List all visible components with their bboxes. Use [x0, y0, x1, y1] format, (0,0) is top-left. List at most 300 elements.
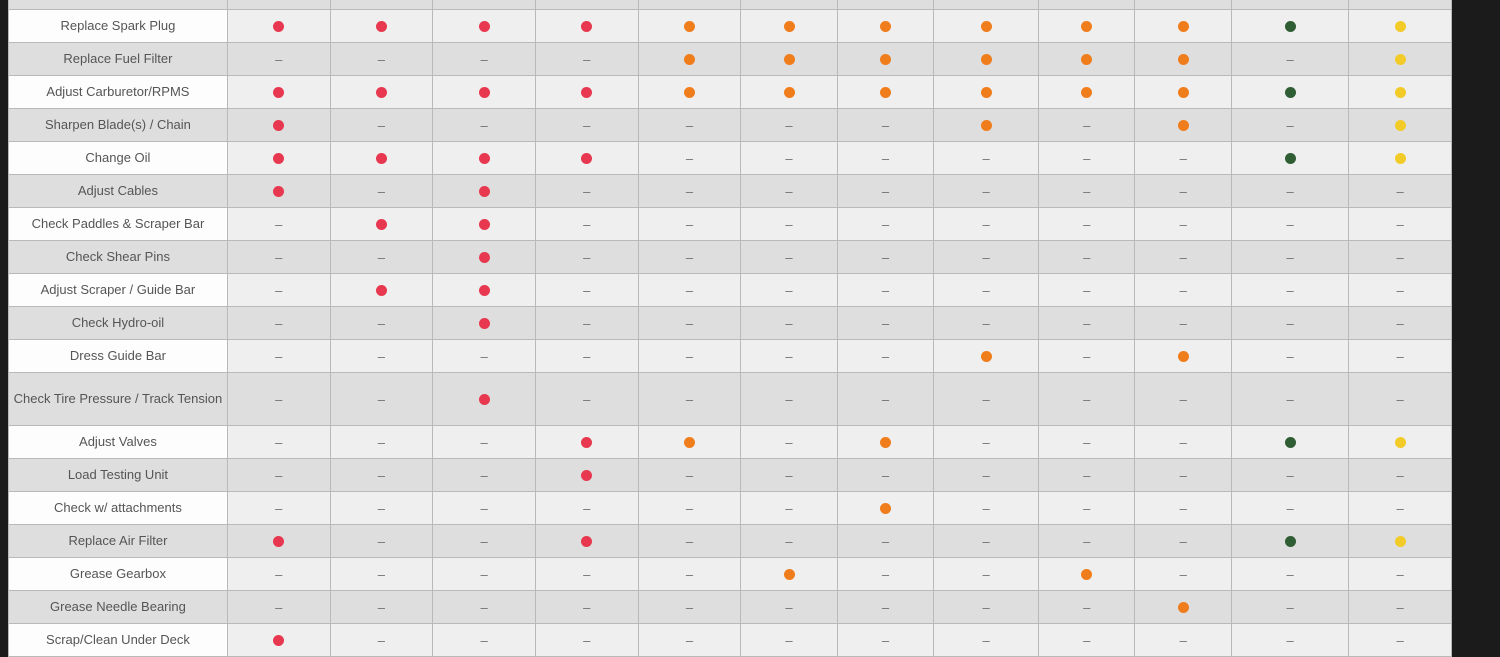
empty-marker: –	[480, 632, 488, 648]
empty-marker: –	[377, 315, 386, 331]
matrix-cell	[433, 43, 536, 76]
matrix-cell	[1135, 307, 1231, 340]
empty-marker: –	[1396, 599, 1404, 615]
table-row	[9, 558, 1452, 591]
orange-dot-icon	[784, 54, 795, 65]
matrix-cell	[330, 624, 433, 657]
table-row	[9, 591, 1452, 624]
matrix-cell	[741, 208, 837, 241]
yellow-dot-icon	[1395, 153, 1406, 164]
empty-marker: –	[1396, 632, 1404, 648]
table-row	[9, 492, 1452, 525]
matrix-cell	[1039, 142, 1135, 175]
matrix-cell	[638, 208, 741, 241]
empty-marker: –	[982, 500, 990, 516]
matrix-cell	[1039, 241, 1135, 274]
matrix-cell	[330, 0, 433, 10]
matrix-cell	[330, 525, 433, 558]
matrix-cell	[330, 373, 433, 426]
red-dot-icon	[479, 21, 490, 32]
empty-marker: –	[1083, 391, 1091, 407]
green-dot-icon	[1285, 87, 1296, 98]
empty-marker: –	[1179, 467, 1187, 483]
matrix-cell	[330, 109, 433, 142]
maintenance-matrix-sheet	[8, 0, 1452, 657]
empty-marker: –	[685, 150, 694, 166]
yellow-dot-icon	[1395, 54, 1406, 65]
matrix-cell	[837, 558, 933, 591]
matrix-cell	[1349, 307, 1452, 340]
table-row	[9, 10, 1452, 43]
matrix-cell	[227, 76, 330, 109]
empty-marker: –	[982, 282, 990, 298]
matrix-cell	[1349, 0, 1452, 10]
matrix-cell	[934, 76, 1039, 109]
matrix-body	[9, 0, 1452, 657]
matrix-cell	[1349, 624, 1452, 657]
orange-dot-icon	[784, 21, 795, 32]
empty-marker: –	[1396, 348, 1404, 364]
matrix-cell	[1231, 459, 1348, 492]
matrix-cell	[638, 307, 741, 340]
matrix-cell	[227, 307, 330, 340]
empty-marker: –	[377, 599, 386, 615]
matrix-cell	[227, 241, 330, 274]
matrix-cell	[227, 591, 330, 624]
empty-marker: –	[881, 150, 890, 166]
empty-marker: –	[377, 117, 386, 133]
matrix-cell	[535, 10, 638, 43]
matrix-cell	[934, 459, 1039, 492]
red-dot-icon	[273, 635, 284, 646]
empty-marker: –	[1083, 632, 1091, 648]
empty-marker: –	[785, 434, 793, 450]
empty-marker: –	[685, 533, 694, 549]
matrix-cell	[1349, 109, 1452, 142]
empty-marker: –	[480, 533, 488, 549]
empty-marker: –	[881, 183, 890, 199]
orange-dot-icon	[1178, 351, 1189, 362]
orange-dot-icon	[880, 437, 891, 448]
empty-marker: –	[480, 434, 488, 450]
matrix-cell	[1135, 76, 1231, 109]
matrix-cell	[330, 274, 433, 307]
empty-marker: –	[1396, 566, 1404, 582]
matrix-cell	[535, 307, 638, 340]
matrix-cell	[934, 426, 1039, 459]
matrix-cell	[837, 591, 933, 624]
empty-marker: –	[982, 391, 990, 407]
task-label-cell: Replace Air Filter	[9, 525, 228, 558]
matrix-cell	[837, 43, 933, 76]
yellow-dot-icon	[1395, 21, 1406, 32]
empty-marker: –	[785, 500, 793, 516]
matrix-cell	[837, 241, 933, 274]
matrix-cell	[535, 426, 638, 459]
matrix-cell	[535, 340, 638, 373]
empty-marker: –	[982, 533, 990, 549]
red-dot-icon	[376, 87, 387, 98]
empty-marker: –	[982, 249, 990, 265]
empty-marker: –	[583, 282, 591, 298]
matrix-cell	[1231, 208, 1348, 241]
empty-marker: –	[1396, 391, 1404, 407]
matrix-cell	[741, 241, 837, 274]
matrix-cell	[934, 558, 1039, 591]
empty-marker: –	[1286, 566, 1294, 582]
matrix-cell	[1039, 208, 1135, 241]
empty-marker: –	[881, 599, 890, 615]
red-dot-icon	[479, 87, 490, 98]
matrix-cell	[1135, 109, 1231, 142]
matrix-cell	[330, 208, 433, 241]
matrix-cell	[1135, 591, 1231, 624]
empty-marker: –	[685, 117, 694, 133]
matrix-cell	[934, 43, 1039, 76]
matrix-cell	[535, 525, 638, 558]
matrix-cell	[837, 373, 933, 426]
task-label-cell: Check Paddles & Scraper Bar	[9, 208, 228, 241]
red-dot-icon	[479, 186, 490, 197]
yellow-dot-icon	[1395, 437, 1406, 448]
matrix-cell	[330, 591, 433, 624]
table-row	[9, 274, 1452, 307]
empty-marker: –	[1396, 249, 1404, 265]
red-dot-icon	[479, 153, 490, 164]
matrix-cell	[535, 208, 638, 241]
empty-marker: –	[685, 632, 694, 648]
table-row	[9, 459, 1452, 492]
matrix-cell	[1135, 241, 1231, 274]
empty-marker: –	[785, 467, 793, 483]
matrix-cell	[741, 76, 837, 109]
matrix-cell	[837, 426, 933, 459]
empty-marker: –	[1083, 150, 1091, 166]
matrix-cell	[1349, 492, 1452, 525]
empty-marker: –	[1179, 315, 1187, 331]
matrix-cell	[433, 340, 536, 373]
matrix-cell	[1349, 373, 1452, 426]
matrix-cell	[934, 591, 1039, 624]
table-row	[9, 175, 1452, 208]
orange-dot-icon	[1178, 602, 1189, 613]
table-row	[9, 0, 1452, 10]
matrix-cell	[1349, 241, 1452, 274]
matrix-cell	[1135, 208, 1231, 241]
matrix-cell	[1039, 492, 1135, 525]
matrix-cell	[227, 10, 330, 43]
matrix-cell	[1349, 525, 1452, 558]
matrix-cell	[741, 591, 837, 624]
empty-marker: –	[1083, 183, 1091, 199]
empty-marker: –	[480, 51, 488, 67]
empty-marker: –	[275, 348, 283, 364]
orange-dot-icon	[981, 351, 992, 362]
empty-marker: –	[275, 249, 283, 265]
empty-marker: –	[1179, 434, 1187, 450]
matrix-cell	[638, 43, 741, 76]
task-label-cell: Check Hydro-oil	[9, 307, 228, 340]
matrix-cell	[638, 10, 741, 43]
empty-marker: –	[480, 566, 488, 582]
matrix-cell	[227, 0, 330, 10]
empty-marker: –	[1179, 500, 1187, 516]
empty-marker: –	[583, 315, 591, 331]
red-dot-icon	[273, 186, 284, 197]
empty-marker: –	[275, 216, 283, 232]
matrix-cell	[330, 459, 433, 492]
empty-marker: –	[685, 599, 694, 615]
orange-dot-icon	[1178, 87, 1189, 98]
matrix-cell	[535, 241, 638, 274]
empty-marker: –	[982, 566, 990, 582]
matrix-cell	[330, 10, 433, 43]
empty-marker: –	[275, 467, 283, 483]
empty-marker: –	[377, 632, 386, 648]
empty-marker: –	[583, 500, 591, 516]
matrix-cell	[741, 340, 837, 373]
empty-marker: –	[1179, 150, 1187, 166]
empty-marker: –	[1286, 51, 1294, 67]
task-label-cell: Check Shear Pins	[9, 241, 228, 274]
matrix-cell	[1135, 373, 1231, 426]
table-row	[9, 624, 1452, 657]
matrix-cell	[1231, 525, 1348, 558]
empty-marker: –	[583, 51, 591, 67]
empty-marker: –	[583, 391, 591, 407]
table-row	[9, 208, 1452, 241]
matrix-cell	[1231, 0, 1348, 10]
empty-marker: –	[1286, 391, 1294, 407]
empty-marker: –	[583, 599, 591, 615]
empty-marker: –	[982, 183, 990, 199]
orange-dot-icon	[1081, 21, 1092, 32]
matrix-cell	[934, 373, 1039, 426]
empty-marker: –	[377, 51, 386, 67]
matrix-cell	[1349, 558, 1452, 591]
matrix-cell	[227, 525, 330, 558]
empty-marker: –	[377, 391, 386, 407]
orange-dot-icon	[784, 87, 795, 98]
empty-marker: –	[275, 500, 283, 516]
matrix-cell	[638, 558, 741, 591]
matrix-cell	[433, 142, 536, 175]
matrix-cell	[1039, 109, 1135, 142]
matrix-cell	[638, 109, 741, 142]
matrix-cell	[330, 142, 433, 175]
matrix-cell	[433, 624, 536, 657]
yellow-dot-icon	[1395, 87, 1406, 98]
matrix-cell	[934, 492, 1039, 525]
matrix-cell	[1135, 0, 1231, 10]
matrix-cell	[741, 43, 837, 76]
matrix-cell	[535, 373, 638, 426]
empty-marker: –	[881, 533, 890, 549]
matrix-cell	[1039, 459, 1135, 492]
empty-marker: –	[685, 391, 694, 407]
orange-dot-icon	[981, 120, 992, 131]
matrix-cell	[1039, 10, 1135, 43]
matrix-cell	[934, 525, 1039, 558]
matrix-cell	[1349, 208, 1452, 241]
orange-dot-icon	[981, 87, 992, 98]
matrix-cell	[741, 109, 837, 142]
matrix-cell	[837, 10, 933, 43]
empty-marker: –	[881, 566, 890, 582]
matrix-cell	[837, 175, 933, 208]
empty-marker: –	[982, 632, 990, 648]
empty-marker: –	[881, 632, 890, 648]
empty-marker: –	[275, 434, 283, 450]
matrix-cell	[1231, 373, 1348, 426]
empty-marker: –	[1083, 282, 1091, 298]
table-row	[9, 525, 1452, 558]
matrix-cell	[535, 459, 638, 492]
task-label-cell: Dress Guide Bar	[9, 340, 228, 373]
empty-marker: –	[583, 348, 591, 364]
empty-marker: –	[685, 282, 694, 298]
matrix-cell	[433, 307, 536, 340]
matrix-cell	[638, 274, 741, 307]
task-label-cell: Replace Spark Plug	[9, 10, 228, 43]
empty-marker: –	[1286, 249, 1294, 265]
empty-marker: –	[1286, 282, 1294, 298]
empty-marker: –	[1179, 216, 1187, 232]
yellow-dot-icon	[1395, 536, 1406, 547]
matrix-cell	[934, 175, 1039, 208]
matrix-cell	[535, 274, 638, 307]
red-dot-icon	[581, 536, 592, 547]
orange-dot-icon	[684, 21, 695, 32]
matrix-cell	[433, 175, 536, 208]
matrix-cell	[227, 208, 330, 241]
task-label-cell: Change Oil	[9, 142, 228, 175]
empty-marker: –	[1083, 216, 1091, 232]
orange-dot-icon	[981, 21, 992, 32]
empty-marker: –	[1083, 249, 1091, 265]
red-dot-icon	[479, 394, 490, 405]
empty-marker: –	[982, 150, 990, 166]
matrix-cell	[741, 426, 837, 459]
matrix-cell	[1231, 10, 1348, 43]
empty-marker: –	[583, 117, 591, 133]
task-label-cell: Sharpen Blade(s) / Chain	[9, 109, 228, 142]
matrix-cell	[837, 624, 933, 657]
matrix-cell	[638, 624, 741, 657]
table-row	[9, 340, 1452, 373]
matrix-cell	[638, 76, 741, 109]
empty-marker: –	[881, 315, 890, 331]
matrix-cell	[1039, 426, 1135, 459]
red-dot-icon	[479, 219, 490, 230]
orange-dot-icon	[1081, 569, 1092, 580]
empty-marker: –	[785, 391, 793, 407]
matrix-cell	[535, 175, 638, 208]
matrix-cell	[837, 109, 933, 142]
matrix-cell	[1135, 525, 1231, 558]
table-row	[9, 307, 1452, 340]
matrix-cell	[330, 558, 433, 591]
task-label-cell: Grease Needle Bearing	[9, 591, 228, 624]
matrix-cell	[1349, 76, 1452, 109]
matrix-cell	[934, 142, 1039, 175]
matrix-cell	[1039, 43, 1135, 76]
matrix-cell	[638, 373, 741, 426]
empty-marker: –	[881, 117, 890, 133]
matrix-cell	[1039, 340, 1135, 373]
empty-marker: –	[583, 249, 591, 265]
matrix-cell	[535, 142, 638, 175]
empty-marker: –	[377, 566, 386, 582]
orange-dot-icon	[880, 503, 891, 514]
matrix-cell	[1231, 43, 1348, 76]
matrix-cell	[934, 307, 1039, 340]
matrix-cell	[1349, 175, 1452, 208]
matrix-cell	[535, 76, 638, 109]
matrix-cell	[934, 624, 1039, 657]
matrix-cell	[934, 109, 1039, 142]
empty-marker: –	[275, 391, 283, 407]
matrix-cell	[433, 558, 536, 591]
task-label-cell: Adjust Scraper / Guide Bar	[9, 274, 228, 307]
matrix-cell	[330, 43, 433, 76]
matrix-cell	[1039, 175, 1135, 208]
green-dot-icon	[1285, 536, 1296, 547]
red-dot-icon	[273, 21, 284, 32]
matrix-cell	[535, 109, 638, 142]
task-label-cell: Check Tire Pressure / Track Tension	[9, 373, 228, 426]
empty-marker: –	[1083, 533, 1091, 549]
red-dot-icon	[581, 21, 592, 32]
empty-marker: –	[785, 117, 793, 133]
orange-dot-icon	[784, 569, 795, 580]
empty-marker: –	[685, 183, 694, 199]
empty-marker: –	[685, 216, 694, 232]
matrix-cell	[638, 459, 741, 492]
empty-marker: –	[1396, 282, 1404, 298]
red-dot-icon	[581, 437, 592, 448]
empty-marker: –	[377, 183, 386, 199]
matrix-cell	[741, 459, 837, 492]
task-label-cell: Replace Fuel Filter	[9, 43, 228, 76]
task-label-cell: Check w/ attachments	[9, 492, 228, 525]
matrix-cell	[535, 0, 638, 10]
matrix-cell	[433, 76, 536, 109]
matrix-cell	[227, 43, 330, 76]
matrix-cell	[227, 274, 330, 307]
empty-marker: –	[1083, 500, 1091, 516]
matrix-cell	[1135, 274, 1231, 307]
empty-marker: –	[377, 533, 386, 549]
empty-marker: –	[1179, 533, 1187, 549]
matrix-cell	[1231, 76, 1348, 109]
matrix-cell	[227, 558, 330, 591]
matrix-cell	[638, 525, 741, 558]
matrix-cell	[741, 307, 837, 340]
matrix-cell	[535, 591, 638, 624]
empty-marker: –	[1396, 315, 1404, 331]
empty-marker: –	[1179, 249, 1187, 265]
matrix-cell	[330, 175, 433, 208]
matrix-cell	[1039, 274, 1135, 307]
matrix-cell	[934, 274, 1039, 307]
matrix-cell	[330, 241, 433, 274]
empty-marker: –	[1083, 599, 1091, 615]
matrix-cell	[1039, 591, 1135, 624]
empty-marker: –	[881, 249, 890, 265]
empty-marker: –	[1286, 348, 1294, 364]
orange-dot-icon	[684, 54, 695, 65]
